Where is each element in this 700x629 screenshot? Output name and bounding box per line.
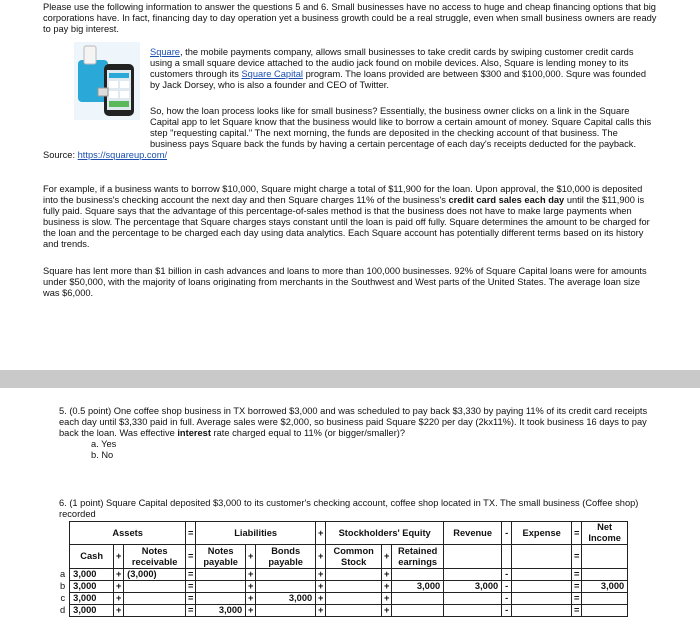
row-label: a: [60, 569, 66, 579]
equals-op: =: [186, 581, 196, 593]
plus-op: +: [246, 593, 256, 605]
question-5: 5. (0.5 point) One coffee shop business in TX borrowed $3,000 and was scheduled to pay back $3,330 by paying 11% of its credit card receipts each day until $3,330 paid in full. Average sales were $2,000, so business paid Square $220 per day (2kx11%). It took business 16 days to pay back the loan. Was effective interest rate charged equal to 11% (or bigger/smaller)? a. Yes b. No: [59, 406, 648, 460]
notes-payable-cell: [196, 569, 246, 581]
expense-cell: [512, 581, 572, 593]
equals-op: =: [572, 569, 582, 581]
retained-earnings-cell: 3,000: [392, 581, 444, 593]
table-header-row: Assets = Liabilities + Stockholders' Equity Revenue - Expense = Net Income: [57, 522, 628, 545]
plus-op: +: [316, 605, 326, 617]
header-assets: Assets: [70, 522, 186, 545]
subheader-cash: Cash: [70, 545, 114, 569]
cash-cell: 3,000: [70, 569, 114, 581]
retained-earnings-cell: [392, 569, 444, 581]
net-income-cell: [582, 593, 628, 605]
net-income-cell: [582, 605, 628, 617]
expense-cell: [512, 569, 572, 581]
plus-op: +: [316, 593, 326, 605]
minus-op: -: [502, 569, 512, 581]
cash-cell: 3,000: [70, 593, 114, 605]
subheader-common-stock: Common Stock: [326, 545, 382, 569]
table-subheader-row: Cash + Notes receivable = Notes payable + Bonds payable + Common Stock + Retained earnings =: [57, 545, 628, 569]
subheader-bonds-payable: Bonds payable: [256, 545, 316, 569]
plus-op: +: [246, 581, 256, 593]
source-line: Source: https://squareup.com/: [43, 150, 168, 160]
notes-payable-cell: 3,000: [196, 605, 246, 617]
row-label: d: [60, 605, 66, 615]
bonds-payable-cell: [256, 581, 316, 593]
option-yes[interactable]: a. Yes: [91, 439, 117, 449]
plus-op: +: [246, 569, 256, 581]
plus-op: +: [114, 605, 124, 617]
plus-op: +: [382, 581, 392, 593]
header-revenue: Revenue: [444, 522, 502, 545]
square-capital-link[interactable]: Square Capital: [241, 69, 303, 79]
revenue-cell: [444, 569, 502, 581]
cash-cell: 3,000: [70, 605, 114, 617]
retained-earnings-cell: [392, 593, 444, 605]
bonds-payable-cell: 3,000: [256, 593, 316, 605]
plus-op: +: [246, 605, 256, 617]
expense-cell: [512, 593, 572, 605]
equals-op: =: [186, 605, 196, 617]
source-link[interactable]: https://squareup.com/: [77, 150, 168, 160]
common-stock-cell: [326, 605, 382, 617]
minus-op: -: [502, 605, 512, 617]
plus-op: +: [382, 569, 392, 581]
minus-op: -: [502, 581, 512, 593]
plus-op: +: [316, 569, 326, 581]
accounting-equation-table: [57, 521, 628, 617]
equals-op: =: [572, 581, 582, 593]
common-stock-cell: [326, 569, 382, 581]
plus-op: +: [382, 605, 392, 617]
notes-payable-cell: [196, 593, 246, 605]
table-row-b: [57, 581, 628, 593]
subheader-retained-earnings: Retained earnings: [392, 545, 444, 569]
expense-cell: [512, 605, 572, 617]
article-paragraph-1: Square, the mobile payments company, allows small businesses to take credit cards by swiping customer credit cards using a small square device attached to the audio jack found on mobile devices. Also, Square is lending money to its customers through its Square Capital program. The loans provided are between $300 and $100,000. Squre was founded by Jack Dorsey, who is also a founder and CEO of Twitter.: [150, 47, 647, 90]
notes-receivable-cell: (3,000): [124, 569, 186, 581]
square-link[interactable]: Square: [150, 47, 180, 57]
plus-op: +: [382, 593, 392, 605]
plus-op: +: [114, 581, 124, 593]
common-stock-cell: [326, 593, 382, 605]
table-row-c: [57, 593, 628, 605]
revenue-cell: [444, 605, 502, 617]
article-paragraph-3: For example, if a business wants to borrow $10,000, Square might charge a total of $11,900 for the loan. Upon approval, the $10,000 is deposited into the business's checking account the next day and then Square charges 11% of the business's credit card sales each day until the $11,900 is fully paid. Square says that the advantage of this percentage-of-sales method is that the business does not have to make large payments when business is slow. The percentage that Square charges stays constant until the loan is paid off fully. Square determines the amount to be charged for the loan and the percentage to be charged each day using data analytics. Each Square account has potentially different terms based on its history and trends.: [43, 184, 650, 249]
equals-op: =: [186, 593, 196, 605]
plus-op: +: [114, 569, 124, 581]
net-income-cell: 3,000: [582, 581, 628, 593]
question-6: 6. (1 point) Square Capital deposited $3,000 to its customer's checking account, coffee shop located in TX. The small business (Coffee shop) recorded: [59, 498, 639, 519]
revenue-cell: [444, 593, 502, 605]
retained-earnings-cell: [392, 605, 444, 617]
equals-op: =: [572, 605, 582, 617]
header-liabilities: Liabilities: [196, 522, 316, 545]
notes-receivable-cell: [124, 581, 186, 593]
header-equity: Stockholders' Equity: [326, 522, 444, 545]
notes-payable-cell: [196, 581, 246, 593]
bonds-payable-cell: [256, 569, 316, 581]
row-label: b: [60, 581, 66, 591]
article-paragraph-2: So, how the loan process looks like for small business? Essentially, the business owner clicks on a link in the Square Capital app to let Square know that the business would like to borrow a certain amount of money. Square Capital calls this step "requesting capital." The next morning, the funds are deposited in the checking account of that business. The business pays Square back the funds by having a certain percentage of each day's receipts deducted for the payback. Source: https://squareup.com/: [43, 106, 652, 160]
equals-op: =: [186, 569, 196, 581]
equals-op: =: [572, 593, 582, 605]
notes-receivable-cell: [124, 605, 186, 617]
plus-op: +: [316, 581, 326, 593]
bonds-payable-cell: [256, 605, 316, 617]
table-row-d: [57, 605, 628, 617]
net-income-cell: [582, 569, 628, 581]
header-expense: Expense: [512, 522, 572, 545]
revenue-cell: 3,000: [444, 581, 502, 593]
article-paragraph-4: Square has lent more than $1 billion in cash advances and loans to more than 100,000 businesses. 92% of Square Capital loans were for amounts under $50,000, with the majority of loans originating from merchants in the Southwest and West parts of the United States. The average loan size was $6,000.: [43, 266, 647, 298]
option-no[interactable]: b. No: [91, 450, 114, 460]
subheader-notes-payable: Notes payable: [196, 545, 246, 569]
header-net-income: Net Income: [582, 522, 628, 545]
intro-paragraph: Please use the following information to answer the questions 5 and 6. Small businesses have no access to huge and cheap financing options that big corporations have. In fact, financing day to day operation yet a business growth could be a real struggle, even when small business owners are ready to pay big interest.: [43, 2, 657, 34]
subheader-notes-receivable: Notes receivable: [124, 545, 186, 569]
cash-cell: 3,000: [70, 581, 114, 593]
common-stock-cell: [326, 581, 382, 593]
row-label: c: [60, 593, 66, 603]
notes-receivable-cell: [124, 593, 186, 605]
table-row-a: [57, 569, 628, 581]
section-divider: [0, 370, 700, 388]
minus-op: -: [502, 593, 512, 605]
plus-op: +: [114, 593, 124, 605]
